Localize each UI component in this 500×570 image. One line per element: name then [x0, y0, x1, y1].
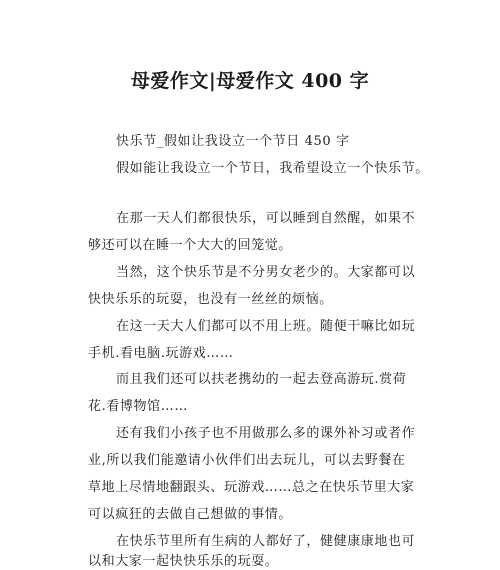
paragraph-line: 草地上尽情地翻跟头、玩游戏……总之在快乐节里大家 — [88, 480, 415, 495]
paragraph-line: 在那一天人们都很快乐，可以睡到自然醒，如果不 — [116, 211, 416, 226]
paragraph-line: 花.看博物馆…… — [88, 399, 188, 414]
paragraph-line: 当然，这个快乐节是不分男女老少的。大家都可以 — [116, 265, 416, 280]
paragraph-line: 业,所以我们能邀请小伙伴们出去玩儿，可以去野餐在 — [88, 453, 406, 468]
paragraph-line: 而且我们还可以扶老携幼的一起去登高游玩.赏荷 — [116, 372, 407, 387]
paragraph-line: 可以疯狂的去做自己想做的事情。 — [88, 507, 293, 522]
paragraph-line: 手机.看电脑.玩游戏…… — [88, 346, 234, 361]
paragraph-line: 假如能让我设立一个节日，我希望设立一个快乐节。 — [116, 161, 429, 176]
paragraph-line: 在快乐节里所有生病的人都好了，健健康康地也可 — [116, 534, 416, 549]
paragraph-line: 以和大家一起快快乐乐的玩耍。 — [88, 554, 279, 569]
essay-subtitle: 快乐节_假如让我设立一个节日 450 字 — [116, 134, 350, 149]
paragraph-line: 还有我们小孩子也不用做那么多的课外补习或者作 — [116, 426, 416, 441]
paragraph-line: 够还可以在睡一个大大的回笼觉。 — [88, 238, 293, 253]
paragraph-line: 在这一天大人们都可以不用上班。随便干嘛比如玩 — [116, 319, 416, 334]
paragraph-line: 快快乐乐的玩耍，也没有一丝丝的烦恼。 — [88, 292, 333, 307]
page-title: 母爱作文|母爱作文 400 字 — [130, 70, 370, 92]
